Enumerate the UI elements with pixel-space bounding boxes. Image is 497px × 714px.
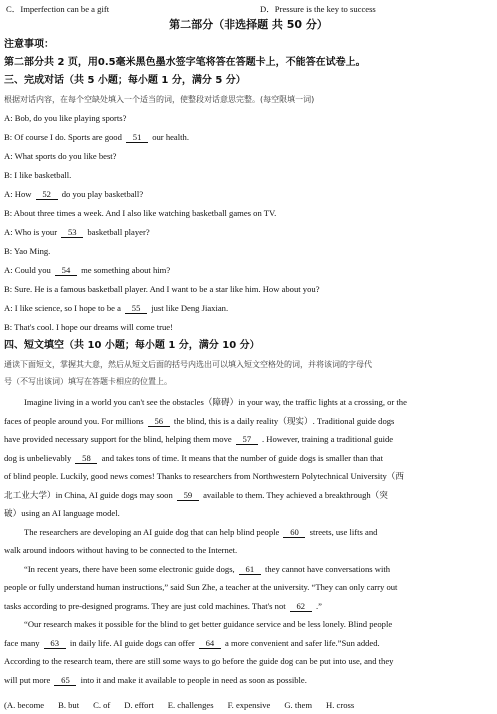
passage-line (4, 656, 493, 667)
word-option: F. expensive (227, 700, 271, 710)
passage-line (4, 490, 493, 501)
dialogue-line (4, 113, 493, 124)
line-text: . However, training a traditional guide (259, 434, 394, 444)
word-option: (A. become (4, 700, 45, 710)
dialogue-line (4, 284, 493, 295)
answer-blank: 60 (283, 528, 305, 538)
word-option: G. them (284, 700, 313, 710)
line-text: “In recent years, there have been some electronic guide dogs, (24, 563, 237, 574)
answer-blank: 53 (61, 228, 83, 238)
section3-instruction: 根据对话内容，在每个空缺处填入一个适当的词，使整段对话意思完整。(每空限填一词) (4, 95, 315, 104)
notice-text: 第二部分共 2 页，用0.5毫米黑色墨水签字笔将答在答题卡上，不能答在试卷上。 (4, 57, 366, 68)
passage-line (4, 397, 493, 408)
passage-line (4, 527, 493, 538)
line-text: A: How (4, 189, 34, 199)
answer-blank: 54 (55, 266, 77, 276)
line-text: A: Could you (4, 265, 53, 275)
passage-line (4, 545, 493, 556)
line-text: B: I like basketball. (4, 170, 72, 180)
line-text: streets, use lifts and (307, 526, 378, 537)
line-text: B: Yao Ming. (4, 246, 51, 256)
dialogue-line (4, 322, 493, 333)
dialogue-line (4, 265, 493, 276)
answer-blank: 63 (44, 639, 66, 649)
dialogue-line (4, 208, 493, 219)
dialogue-line (4, 189, 493, 200)
line-text: a more convenient and safer life.”Sun added. (222, 637, 380, 648)
line-text: of blind people. Luckily, good news comes! Thanks to researchers from Northwestern Polytechnical University（西 (4, 471, 404, 481)
line-text: A: What sports do you like best? (4, 151, 117, 161)
line-text: people or fully understand human instructions,” said Sun Zhe, a teacher at the university. “They can only carry out (4, 582, 398, 592)
section3-title: 三、完成对话（共 5 小题；每小题 1 分，满分 5 分） (4, 75, 246, 86)
line-text: “Our research makes it possible for the blind to get better guidance service and be less lonely. Blind people (24, 619, 393, 629)
line-text: Imagine living in a world you can't see the obstacles（障碍）in your way, the traffic lights at a crossing, or the (24, 397, 407, 407)
dialogue-line (4, 132, 493, 143)
line-text: the blind, this is a daily reality（现实）. Traditional guide dogs (171, 415, 395, 426)
line-text: walk around indoors without having to be connected to the Internet. (4, 545, 238, 555)
word-option: E. challenges (167, 700, 214, 710)
word-option: H. cross (326, 700, 355, 710)
answer-blank: 56 (148, 417, 170, 427)
answer-blank: 61 (239, 565, 261, 575)
line-text: faces of people around you. For millions (4, 415, 146, 426)
answer-blank: 64 (199, 639, 221, 649)
spacer (195, 638, 197, 648)
line-text: face many (4, 637, 42, 648)
answer-blank: 57 (236, 435, 258, 445)
line-text: basketball player? (85, 227, 150, 237)
passage-line (4, 619, 493, 630)
line-text: B: Of course I do. Sports are good (4, 132, 125, 142)
line-text: just like Deng Jiaxian. (149, 303, 229, 313)
dialogue-line (4, 170, 493, 181)
dialogue-line (4, 246, 493, 257)
line-text: A: Who is your (4, 227, 60, 237)
word-option: B. but (58, 700, 80, 710)
passage-line (4, 582, 493, 593)
line-text: dog is unbelievably (4, 452, 74, 463)
notice-title: 注意事项： (4, 39, 54, 50)
line-text: 北工业大学）in China, AI guide dogs may soon (4, 489, 175, 500)
line-text: tasks according to pre-designed programs. They are just cold machines. That's not (4, 600, 288, 611)
word-option: C. of (93, 700, 111, 710)
section4-instruction-2: 号（不写出该词）填写在答题卡相应的位置上。 (4, 377, 172, 386)
line-text: B: Sure. He is a famous basketball player. And I want to be a star like him. How about you? (4, 284, 320, 294)
answer-blank: 59 (177, 491, 199, 501)
answer-blank: 51 (126, 133, 148, 143)
line-text: A: Bob, do you like playing sports? (4, 113, 127, 123)
answer-blank: 55 (125, 304, 147, 314)
part2-title: 第二部分（非选择题 共 50 分） (169, 18, 328, 31)
line-text: they cannot have conversations with (262, 563, 391, 574)
dialogue-line (4, 227, 493, 238)
line-text: According to the research team, there are still some ways to go before the guide dog can be put into use, and they (4, 656, 394, 666)
section4-title: 四、短文填空（共 10 小题；每小题 1 分，满分 10 分） (4, 340, 260, 351)
line-text: and takes tons of time. It means that the number of guide dogs is smaller than that (99, 452, 383, 463)
line-text: available to them. They achieved a breakthrough（突 (200, 489, 388, 500)
option-c: C．Imperfection can be a gift (6, 4, 110, 14)
line-text: will put more (4, 674, 53, 685)
line-text: B: That's cool. I hope our dreams will come true! (4, 322, 173, 332)
word-option: D. effort (124, 700, 154, 710)
passage-line (4, 675, 493, 686)
passage-line (4, 416, 493, 427)
dialogue-line (4, 151, 493, 162)
answer-blank: 58 (75, 454, 97, 464)
section4-instruction-1: 通读下面短文，掌握其大意，然后从短文后面的括号内选出可以填入短文空格处的词，并将该词的字母代 (4, 360, 372, 369)
line-text: 破）using an AI language model. (4, 508, 120, 518)
line-text: have provided necessary support for the blind, helping them move (4, 434, 234, 444)
passage-line (4, 434, 493, 445)
answer-blank: 62 (290, 602, 312, 612)
line-text: A: I like science, so I hope to be a (4, 303, 124, 313)
passage-line (4, 601, 493, 612)
passage-line (4, 471, 493, 482)
answer-blank: 52 (36, 190, 58, 200)
line-text: do you play basketball? (59, 189, 144, 199)
answer-blank: 65 (54, 676, 76, 686)
option-d: D．Pressure is the key to success (260, 4, 376, 14)
line-text: .” (313, 600, 322, 611)
passage-line (4, 453, 493, 464)
line-text: in daily life. AI guide dogs can offer (67, 637, 195, 648)
line-text: our health. (150, 132, 189, 142)
line-text: me something about him? (78, 265, 171, 275)
passage-line (4, 638, 493, 649)
line-text: B: About three times a week. And I also like watching basketball games on TV. (4, 208, 277, 218)
passage-line (4, 508, 493, 519)
line-text: into it and make it available to people in need as soon as possible. (78, 674, 307, 685)
passage-line (4, 564, 493, 575)
dialogue-line (4, 303, 493, 314)
word-options-row (4, 700, 493, 711)
line-text: The researchers are developing an AI guide dog that can help blind people (24, 526, 282, 537)
